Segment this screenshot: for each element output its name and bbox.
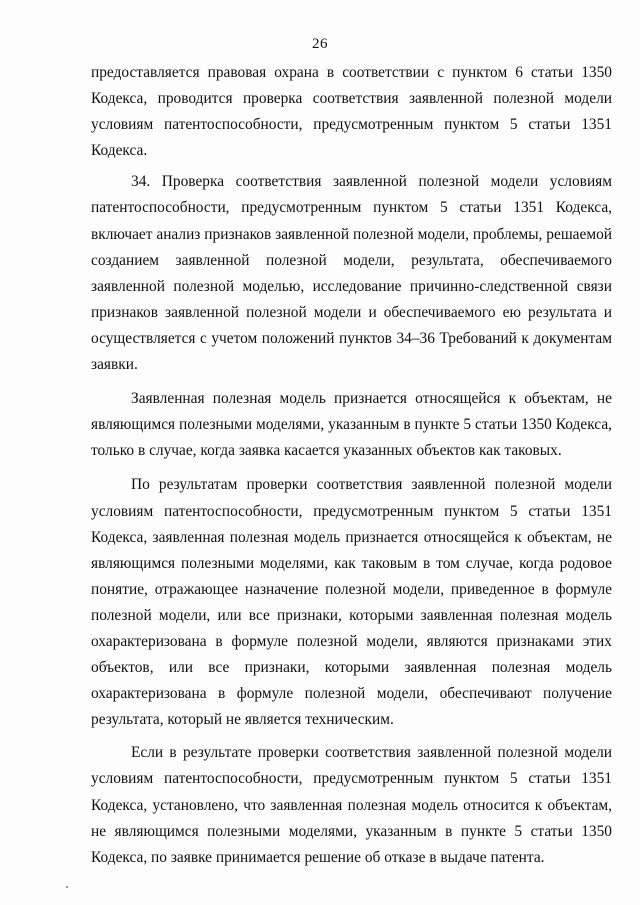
document-body bbox=[91, 60, 612, 871]
paragraph-objects-as-such: Заявленная полезная модель признается относящейся к объектам, не являющимся полезными моделями, указанным в пункте 5 статьи 1350 Кодекса, только в случае, когда заявка касается указанных объектов как таковых. bbox=[91, 390, 612, 460]
paragraph-continuation: предоставляется правовая охрана в соответствии с пунктом 6 статьи 1350 Кодекса, проводится проверка соответствия заявленной полезной модели условиям патентоспособности, предусмотренным пунктом 5 статьи 1351 Кодекса. bbox=[91, 64, 612, 160]
paragraph-refusal-decision: Если в результате проверки соответствия заявленной полезной модели условиям патентоспособности, предусмотренным пунктом 5 статьи 1351 Кодекса, установлено, что заявленная полезная модель относится к объектам, не являющимся полезными моделями, указанным в пункте 5 статьи 1350 Кодекса, по заявке принимается решение об отказе в выдаче патента. bbox=[91, 744, 612, 866]
paragraph-check-results: По результатам проверки соответствия заявленной полезной модели условиям патентоспособности, предусмотренным пунктом 5 статьи 1351 Кодекса, заявленная полезная модель признается относящейся к объектам, не являющимся полезными моделями, как таковым в том случае, когда родовое понятие, отражающее назначение полезной модели, приведенное в формуле полезной модели, или все признаки, которыми заявленная полезная модель охарактеризована в формуле полезной модели, являются признаками этих объектов, или все признаки, которыми заявленная полезная модель охарактеризована в формуле полезной модели, обеспечивают получение результата, который не является техническим. bbox=[91, 476, 612, 729]
scan-speck bbox=[66, 886, 68, 888]
paragraph-clause-34: 34. Проверка соответствия заявленной полезной модели условиям патентоспособности, предусмотренным пунктом 5 статьи 1351 Кодекса, включает анализ признаков заявленной полезной модели, проблемы, решаемой созданием заявленной полезной модели, результата, обеспечиваемого заявленной полезной моделью, исследование причинно-следственной связи признаков заявленной полезной модели и обеспечиваемого ею результата и осуществляется с учетом положений пунктов 34–36 Требований к документам заявки. bbox=[91, 173, 612, 374]
page-number: 26 bbox=[312, 36, 328, 52]
